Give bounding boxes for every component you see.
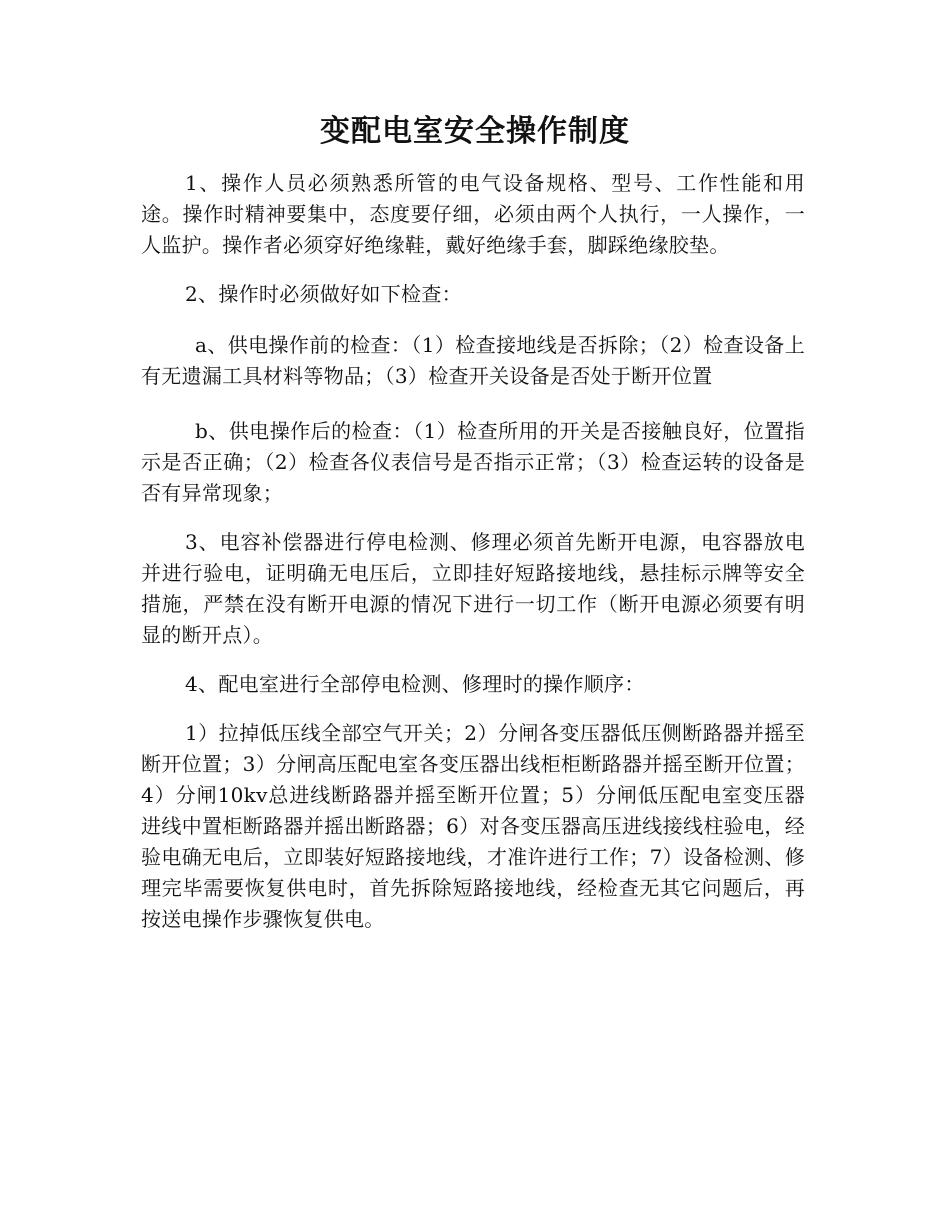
paragraph-4: 4、配电室进行全部停电检测、修理时的操作顺序： [185, 672, 645, 696]
document-title: 变配电室安全操作制度 [320, 114, 630, 149]
paragraph-3: 3、电容补偿器进行停电检测、修理必须首先断开电源，电容器放电并进行验电，证明确无电压后，立即挂好短路接地线，悬挂标示牌等安全措施，严禁在没有断开电源的情况下进行一切工作（断开电源必须要有明显的断开点）。 [141, 530, 805, 647]
paragraph-2a: a、供电操作前的检查：（1）检查接地线是否拆除；（2）检查设备上有无遗漏工具材料等物品；（3）检查开关设备是否处于断开位置 [141, 333, 805, 388]
paragraph-2b: b、供电操作后的检查：（1）检查所用的开关是否接触良好，位置指示是否正确；（2）检查各仪表信号是否指示正常；（3）检查运转的设备是否有异常现象； [141, 419, 805, 505]
paragraph-2: 2、操作时必须做好如下检查： [185, 282, 462, 306]
document-body [141, 168, 805, 935]
paragraph-1: 1、操作人员必须熟悉所管的电气设备规格、型号、工作性能和用途。操作时精神要集中，态度要仔细，必须由两个人执行，一人操作，一人监护。操作者必须穿好绝缘鞋，戴好绝缘手套，脚踩绝缘胶垫。 [141, 171, 805, 257]
paragraph-4-steps: 1）拉掉低压线全部空气开关；2）分闸各变压器低压侧断路器并摇至断开位置；3）分闸高压配电室各变压器出线柜柜断路器并摇至断开位置；4）分闸10kv总进线断路器并摇至断开位置；5）分闸低压配电室变压器进线中置柜断路器并摇出断路器；6）对各变压器高压进线接线柱验电，经验电确无电后，立即装好短路接地线，才准许进行工作；7）设备检测、修理完毕需要恢复供电时，首先拆除短路接地线，经检查无其它问题后，再按送电操作步骤恢复供电。 [141, 721, 805, 931]
